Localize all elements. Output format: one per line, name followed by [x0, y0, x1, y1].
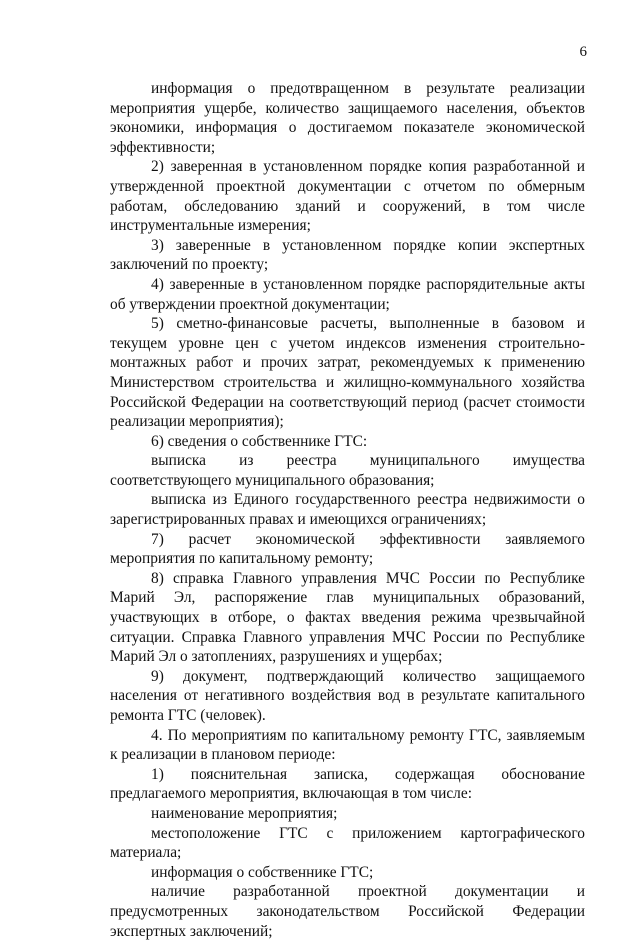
paragraph: 6) сведения о собственнике ГТС:	[151, 432, 368, 450]
paragraph: 1) пояснительная записка, содержащая обоснование предлагаемого мероприятия, включающая в том числе:	[110, 765, 585, 803]
paragraph: 2) заверенная в установленном порядке копия разработанной и утвержденной проектной документации с отчетом по обмерным работам, обследованию зданий и сооружений, в том числе инструментальные измерения;	[110, 158, 585, 235]
paragraph: 7) расчет экономической эффективности заявляемого мероприятия по капитальному ремонту;	[110, 530, 585, 568]
paragraph: 5) сметно-финансовые расчеты, выполненные в базовом и текущем уровне цен с учетом индексов изменения строительно-монтажных работ и прочих затрат, рекомендуемых к применению Министерством строительства и жилищно-коммунального хозяйства Российской Федерации на соответствующий период (расчет стоимости реализации мероприятия);	[110, 315, 585, 431]
paragraph: информация о собственнике ГТС;	[151, 863, 374, 881]
paragraph: 9) документ, подтверждающий количество защищаемого населения от негативного воздействия вод в результате капитального ремонта ГТС (человек).	[110, 667, 585, 724]
paragraph: наличие разработанной проектной документации и предусмотренных законодательством Российской Федерации экспертных заключений;	[110, 883, 585, 940]
paragraph: 4) заверенные в установленном порядке распорядительные акты об утверждении проектной документации;	[110, 275, 585, 313]
paragraph: информация о предотвращенном в результате реализации мероприятия ущербе, количество защищаемого населения, объектов экономики, информация о достигаемом показателе экономической эффективности;	[110, 80, 585, 156]
page-number: 6	[579, 44, 587, 60]
paragraph: наименование мероприятия;	[151, 804, 338, 822]
paragraph: 4. По мероприятиям по капитальному ремонту ГТС, заявляемым к реализации в плановом периоде:	[110, 726, 585, 764]
paragraph: местоположение ГТС с приложением картографического материала;	[110, 824, 585, 862]
paragraph: выписка из Единого государственного реестра недвижимости о зарегистрированных правах и имеющихся ограничениях;	[110, 491, 585, 529]
paragraph: 8) справка Главного управления МЧС России по Республике Марий Эл, распоряжение глав муниципальных образований, участвующих в отборе, о фактах введения режима чрезвычайной ситуации. Справка Главного управления МЧС России по Республике Марий Эл о затоплениях, разрушениях и ущербах;	[110, 569, 585, 666]
paragraph: выписка из реестра муниципального имущества соответствующего муниципального образования;	[110, 452, 585, 489]
document-body	[110, 79, 585, 941]
paragraph: 3) заверенные в установленном порядке копии экспертных заключений по проекту;	[110, 236, 585, 274]
